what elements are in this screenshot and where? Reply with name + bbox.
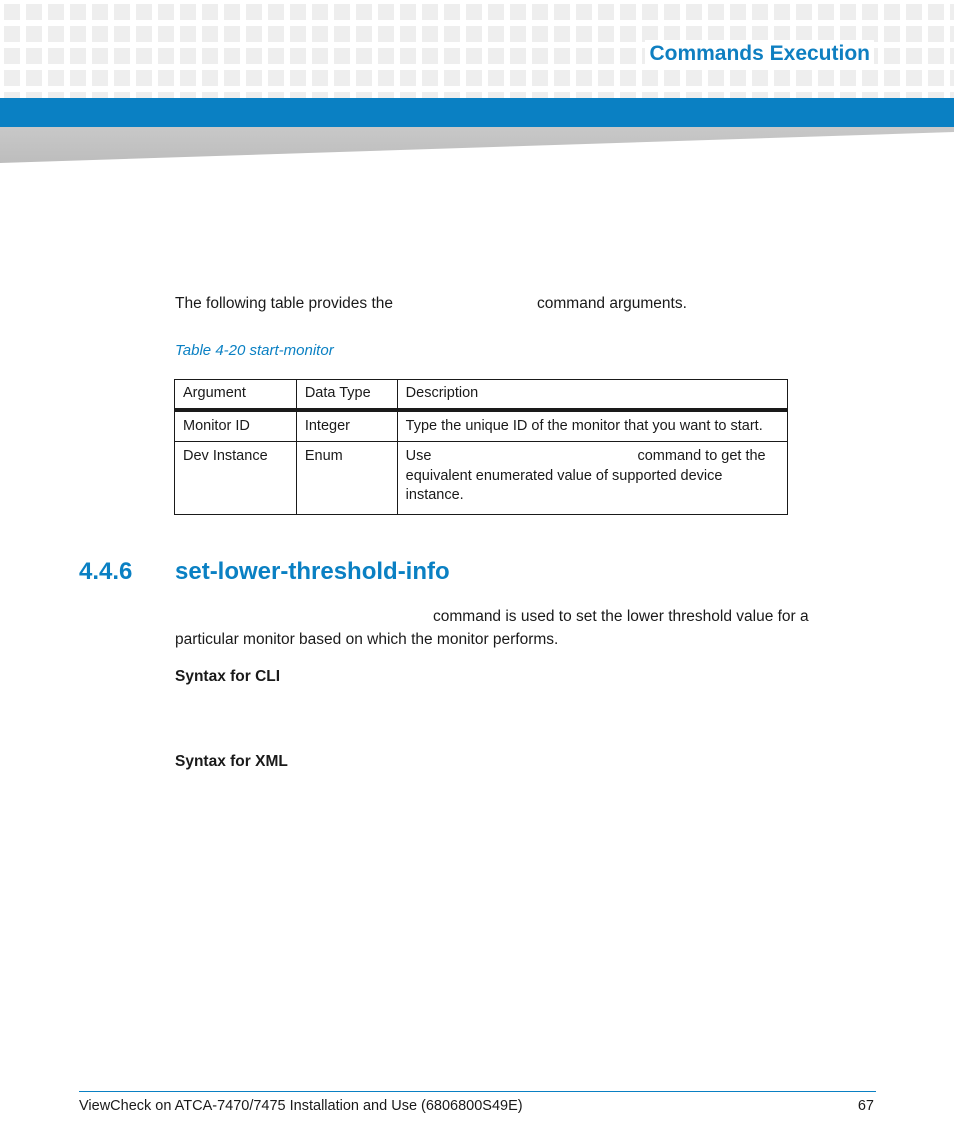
cell-description	[397, 442, 787, 515]
table-row	[175, 410, 788, 442]
cell-argument: Monitor ID	[175, 410, 297, 442]
cell-data-type: Enum	[296, 442, 397, 515]
section-number: 4.4.6	[79, 558, 133, 585]
header-blue-bar	[0, 98, 954, 127]
intro-text-before: The following table provides the	[175, 295, 393, 312]
arguments-table	[174, 379, 788, 515]
header-data-type: Data Type	[296, 380, 397, 410]
header-title: Commands Execution	[649, 42, 870, 65]
section-title: set-lower-threshold-info	[175, 558, 450, 585]
header-title-box	[645, 40, 874, 68]
cell-data-type: Integer	[296, 410, 397, 442]
cell-description-before: Use	[405, 448, 432, 464]
cell-description: Type the unique ID of the monitor that you want to start.	[397, 410, 787, 442]
header-grey-wedge	[0, 127, 954, 163]
footer-text: ViewCheck on ATCA-7470/7475 Installation and Use (6806800S49E)	[79, 1098, 523, 1114]
header-argument: Argument	[175, 380, 297, 410]
section-paragraph-line2: particular monitor based on which the monitor performs.	[175, 631, 559, 648]
syntax-cli-heading: Syntax for CLI	[175, 668, 281, 685]
cell-argument: Dev Instance	[175, 442, 297, 515]
table-row	[175, 442, 788, 515]
table-header-row	[175, 380, 788, 410]
cell-description-after: command to get the equivalent enumerated value of supported device instance.	[405, 448, 766, 503]
intro-paragraph	[175, 292, 687, 315]
header-description: Description	[397, 380, 787, 410]
syntax-xml-heading: Syntax for XML	[175, 753, 288, 770]
table-caption: Table 4-20 start-monitor	[175, 342, 334, 359]
intro-text-after: command arguments.	[537, 295, 687, 312]
footer-divider	[79, 1091, 876, 1092]
section-paragraph-line1: command is used to set the lower threshold value for a	[433, 608, 809, 625]
page-number: 67	[857, 1098, 874, 1114]
